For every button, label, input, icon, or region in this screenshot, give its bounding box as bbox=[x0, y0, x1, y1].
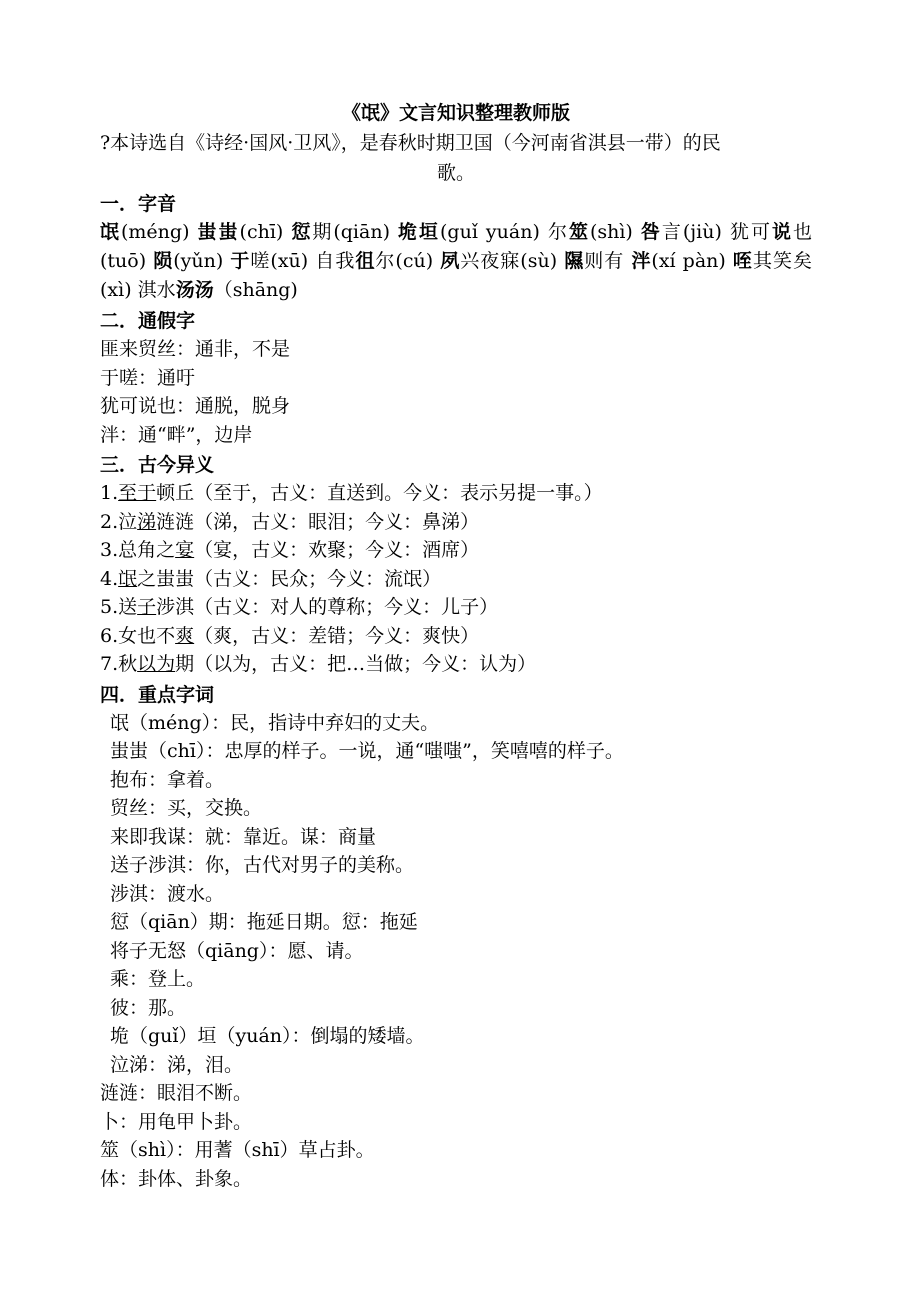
pronunciation-item bbox=[138, 279, 298, 301]
section-heading-pronunciation: 一．字音 bbox=[100, 193, 177, 215]
keyword-entry: 卜：用龟甲卜卦。 bbox=[100, 1110, 253, 1133]
pronunciation-item bbox=[631, 250, 725, 272]
pronunciation-item bbox=[398, 221, 540, 243]
gujin-keyword: 氓 bbox=[118, 567, 138, 590]
pronunciation-reading: (guǐ yuán) bbox=[440, 221, 540, 243]
pronunciation-word: 筮 bbox=[568, 221, 590, 243]
pronunciation-reading: 言(jiù) bbox=[661, 221, 722, 243]
pronunciation-reading: (méng) bbox=[121, 221, 190, 243]
keyword-entry: 筮（shì）：用蓍（shī）草占卦。 bbox=[100, 1139, 375, 1161]
pronunciation-reading: 尔(cú) bbox=[375, 250, 434, 272]
gujin-explanation: 涉淇（古义：对人的尊称；今义：儿子） bbox=[156, 596, 499, 618]
gujin-prefix: 2.泣 bbox=[100, 510, 138, 533]
pronunciation-word: 陨 bbox=[153, 250, 174, 272]
gujin-explanation: （爽，古义：差错；今义：爽快） bbox=[194, 624, 480, 647]
section-heading-zhongdian: 四．重点字词 bbox=[100, 683, 215, 706]
pronunciation-word: 愆 bbox=[291, 221, 313, 243]
gujin-item bbox=[100, 565, 812, 594]
pronunciation-item bbox=[564, 250, 624, 272]
pronunciation-word: 隰 bbox=[564, 250, 585, 272]
pronunciation-word: 氓 bbox=[100, 221, 121, 243]
intro-line-1: ?本诗选自《诗经·国风·卫风》，是春秋时期卫国（今河南省淇县一带）的民 bbox=[100, 132, 721, 154]
pronunciation-prefix: 自我 bbox=[315, 250, 356, 272]
tongjia-item: 泮：通“畔”，边岸 bbox=[100, 423, 253, 446]
keyword-entry: 涟涟：眼泪不断。 bbox=[100, 1082, 253, 1104]
keyword-entry: 愆（qiān）期：拖延日期。愆：拖延 bbox=[110, 911, 418, 933]
tongjia-item: 于嗟：通吁 bbox=[100, 366, 196, 389]
pronunciation-reading: 也(tuō) bbox=[100, 221, 812, 272]
gujin-explanation: （宴，古义：欢聚；今义：酒席） bbox=[194, 539, 480, 561]
gujin-item bbox=[100, 622, 812, 651]
intro-line-2: 歌。 bbox=[436, 162, 475, 184]
pronunciation-reading: (shì) bbox=[589, 221, 633, 243]
gujin-keyword: 至于 bbox=[118, 482, 157, 504]
keyword-entry: 将子无怒（qiāng）：愿、请。 bbox=[110, 939, 364, 962]
keyword-entry: 氓（méng）：民，指诗中弃妇的丈夫。 bbox=[110, 711, 440, 734]
pronunciation-item bbox=[153, 250, 223, 272]
gujin-prefix: 4. bbox=[100, 567, 119, 590]
gujin-item bbox=[100, 650, 812, 679]
zhongdian-list bbox=[100, 709, 812, 1194]
pronunciation-word: 蚩蚩 bbox=[197, 221, 240, 243]
pronunciation-prefix: 犹可 bbox=[729, 221, 772, 243]
pronunciation-reading: 则有 bbox=[584, 250, 625, 272]
pronunciation-reading: (xí pàn) bbox=[651, 250, 726, 272]
pronunciation-reading: (yǔn) bbox=[173, 250, 224, 272]
gujin-list bbox=[100, 479, 812, 679]
pronunciation-reading: （shāng) bbox=[213, 279, 298, 301]
pronunciation-word: 汤汤 bbox=[175, 279, 214, 301]
pronunciation-item bbox=[641, 221, 722, 243]
pronunciation-paragraph bbox=[100, 218, 812, 305]
gujin-prefix: 7.秋 bbox=[100, 653, 138, 675]
gujin-explanation: 之蚩蚩（古义：民众；今义：流氓） bbox=[137, 567, 442, 590]
keyword-entry: 乘：登上。 bbox=[110, 968, 206, 990]
keyword-entry: 来即我谋：就：靠近。谋：商量 bbox=[110, 825, 377, 848]
gujin-prefix: 5.送 bbox=[100, 596, 138, 618]
pronunciation-word: 夙 bbox=[440, 250, 461, 272]
pronunciation-reading: 兴夜寐(sù) bbox=[460, 250, 558, 272]
pronunciation-prefix: 淇水 bbox=[137, 279, 176, 301]
keyword-entry: 蚩蚩（chī）：忠厚的样子。一说，通“嗤嗤”，笑嘻嘻的样子。 bbox=[110, 740, 624, 762]
pronunciation-reading: 期(qiān) bbox=[312, 221, 390, 243]
pronunciation-word: 泮 bbox=[631, 250, 652, 272]
gujin-keyword: 宴 bbox=[175, 539, 195, 561]
tongjia-list bbox=[100, 335, 812, 449]
document-page bbox=[100, 100, 812, 1193]
gujin-keyword: 涕 bbox=[137, 510, 157, 533]
gujin-prefix: 1. bbox=[100, 482, 119, 504]
keyword-entry: 彼：那。 bbox=[110, 996, 187, 1019]
pronunciation-item bbox=[440, 250, 557, 272]
section-heading-tongjia: 二．通假字 bbox=[100, 310, 196, 332]
pronunciation-word: 于 bbox=[230, 250, 251, 272]
gujin-keyword: 以为 bbox=[137, 653, 176, 675]
gujin-item bbox=[100, 536, 812, 565]
keyword-entry: 泣涕：涕，泪。 bbox=[110, 1053, 244, 1076]
keyword-entry: 抱布：拿着。 bbox=[110, 768, 225, 791]
gujin-item bbox=[100, 479, 812, 508]
gujin-prefix: 3.总角之 bbox=[100, 539, 176, 561]
gujin-keyword: 爽 bbox=[175, 624, 195, 647]
pronunciation-word: 咥 bbox=[732, 250, 753, 272]
pronunciation-item bbox=[548, 221, 633, 243]
gujin-explanation: 顿丘（至于，古义：直送到。今义：表示另提一事。） bbox=[156, 482, 603, 504]
pronunciation-item bbox=[230, 250, 308, 272]
pronunciation-reading: 其笑矣(xì) bbox=[100, 250, 812, 301]
pronunciation-prefix: 尔 bbox=[547, 221, 569, 243]
gujin-keyword: 子 bbox=[137, 596, 157, 618]
pronunciation-reading: 嗟(xū) bbox=[250, 250, 309, 272]
keyword-entry: 垝（guǐ）垣（yuán）：倒塌的矮墙。 bbox=[110, 1025, 425, 1047]
pronunciation-word: 咎 bbox=[640, 221, 662, 243]
pronunciation-item bbox=[291, 221, 390, 243]
gujin-item bbox=[100, 508, 812, 537]
tongjia-item: 匪来贸丝：通非，不是 bbox=[100, 338, 291, 360]
gujin-explanation: 期（以为，古义：把…当做；今义：认为） bbox=[175, 653, 537, 675]
tongjia-item: 犹可说也：通脱，脱身 bbox=[100, 395, 291, 417]
document-title: 《氓》文言知识整理教师版 bbox=[341, 102, 570, 124]
keyword-entry: 送子涉淇：你，古代对男子的美称。 bbox=[110, 854, 415, 876]
intro-paragraph bbox=[100, 128, 812, 188]
pronunciation-item bbox=[100, 221, 190, 243]
keyword-entry: 体：卦体、卦象。 bbox=[100, 1167, 253, 1190]
keyword-entry: 贸丝：买，交换。 bbox=[110, 797, 263, 819]
pronunciation-word: 垝垣 bbox=[398, 221, 441, 243]
pronunciation-reading: (chī) bbox=[239, 221, 284, 243]
section-heading-gujin: 三．古今异义 bbox=[100, 454, 215, 476]
pronunciation-word: 徂 bbox=[355, 250, 376, 272]
gujin-prefix: 6.女也不 bbox=[100, 624, 176, 647]
keyword-entry: 涉淇：渡水。 bbox=[110, 882, 225, 905]
pronunciation-word: 说 bbox=[771, 221, 793, 243]
gujin-explanation: 涟涟（涕，古义：眼泪；今义：鼻涕） bbox=[156, 510, 480, 533]
pronunciation-item bbox=[315, 250, 433, 272]
gujin-item bbox=[100, 593, 812, 622]
pronunciation-item bbox=[198, 221, 284, 243]
